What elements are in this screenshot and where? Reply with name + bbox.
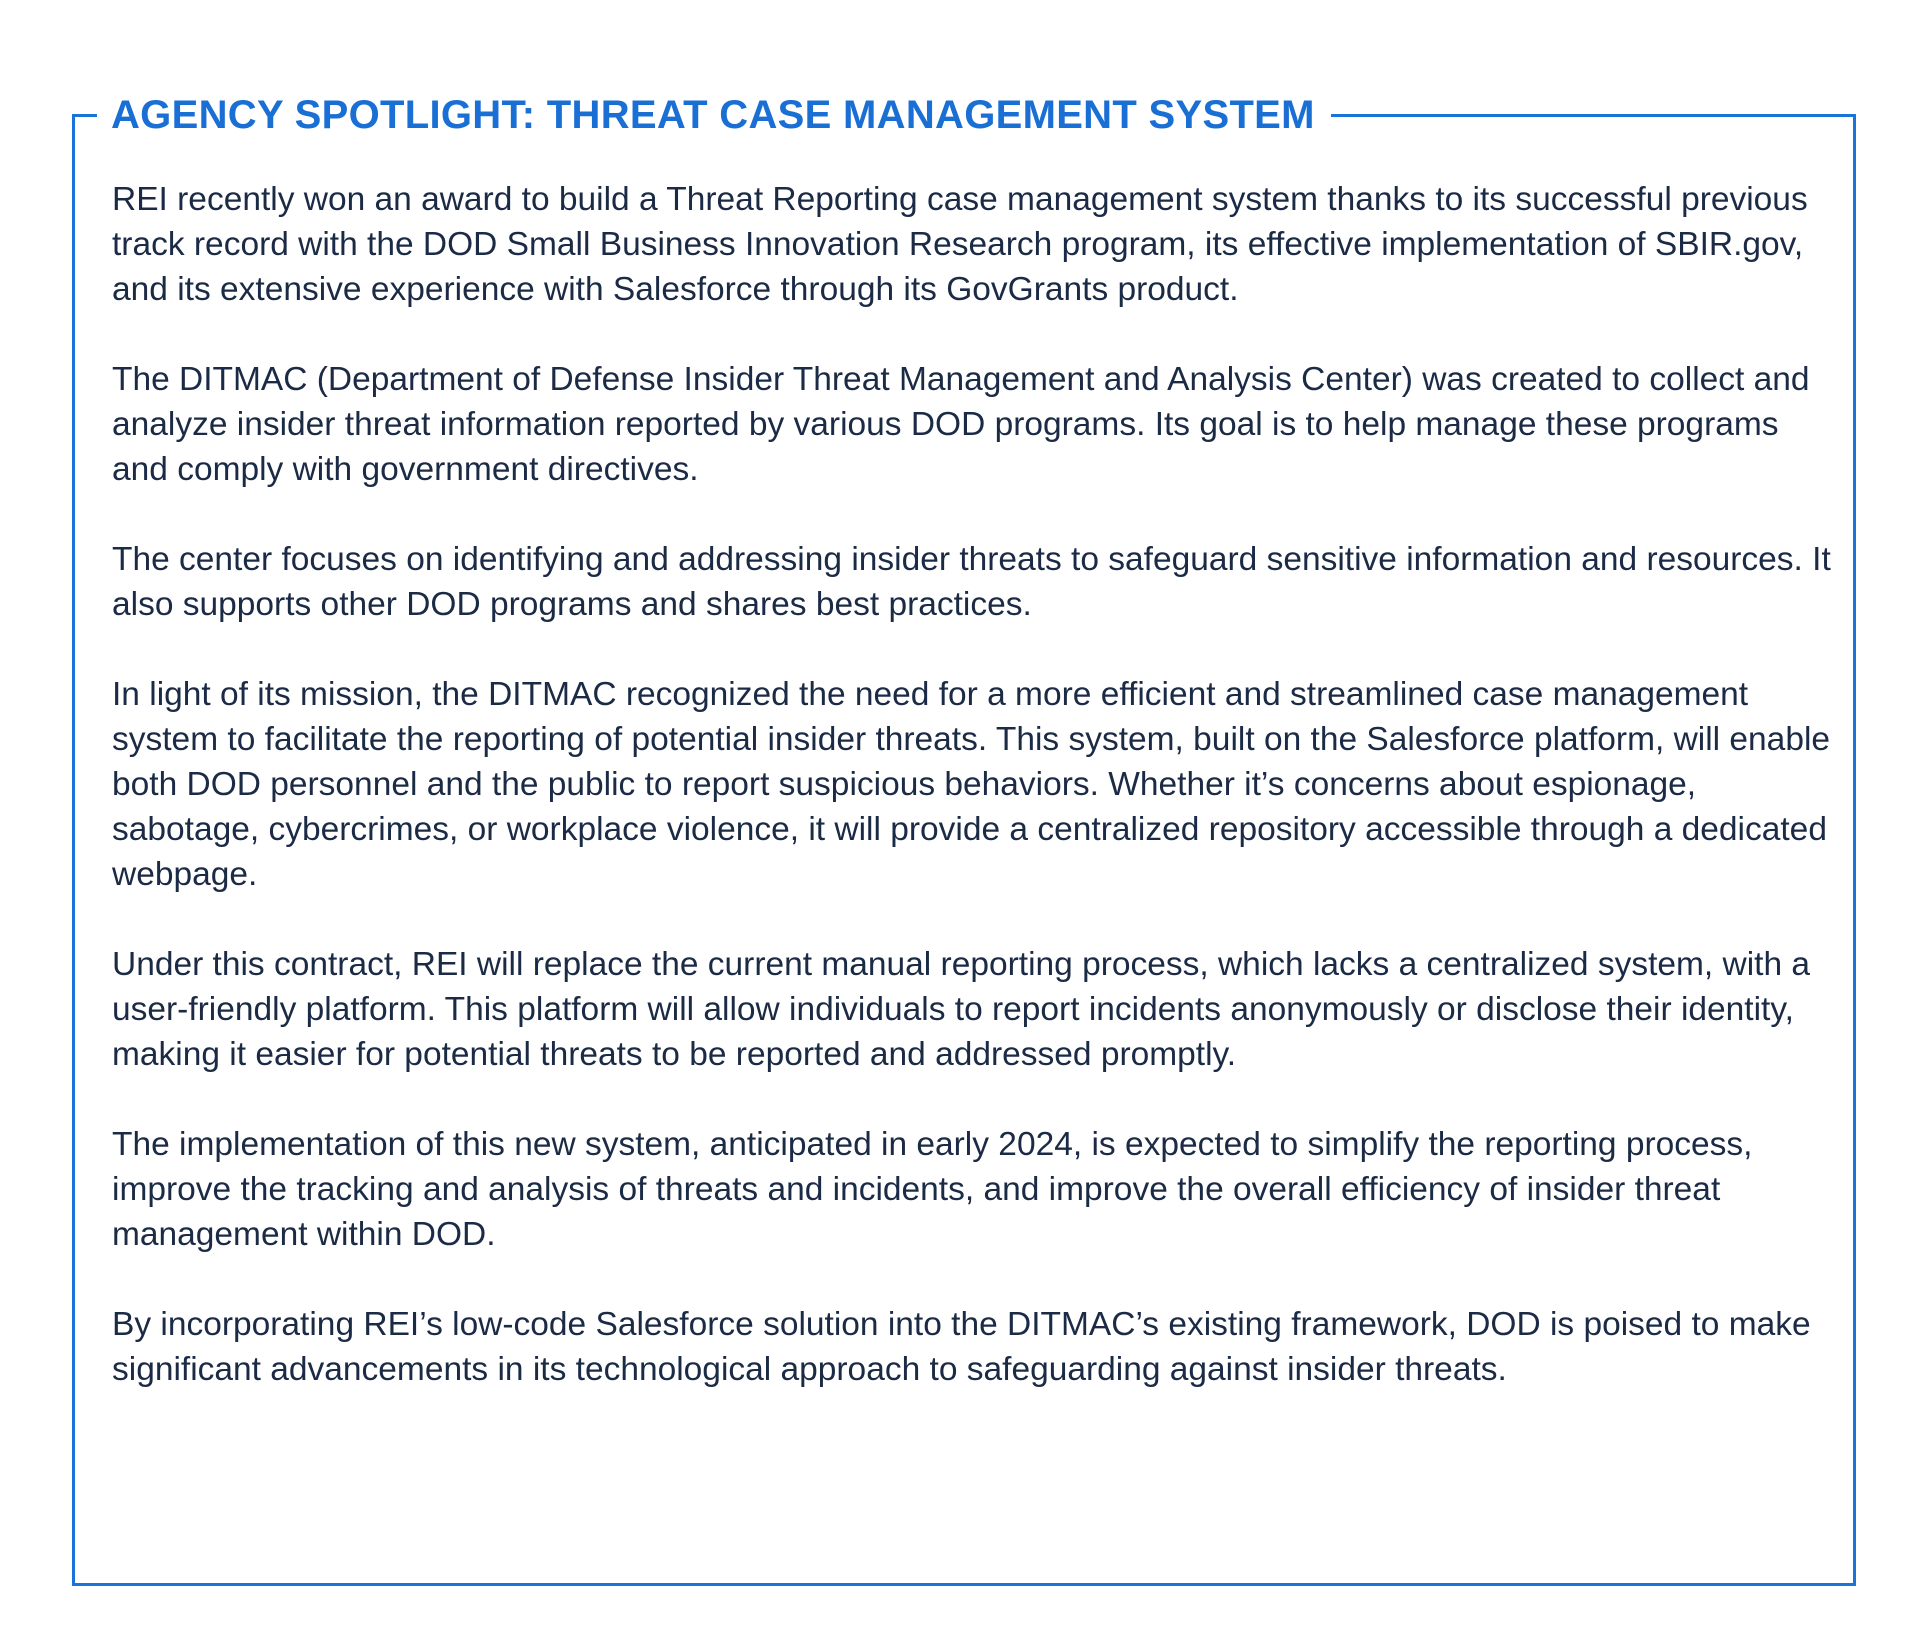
spotlight-title: AGENCY SPOTLIGHT: THREAT CASE MANAGEMENT SYSTEM xyxy=(97,85,1331,145)
paragraph-implementation: The implementation of this new system, anticipated in early 2024, is expected to simplify the reporting process, improve the tracking and analysis of threats and incidents, and improve the overall efficiency of insider threat management within DOD. xyxy=(112,1126,1753,1253)
paragraph-award: REI recently won an award to build a Threat Reporting case management system thanks to its successful previous track record with the DOD Small Business Innovation Research program, its effective implementation of SBIR.gov, and its extensive experience with Salesforce through its GovGrants product. xyxy=(112,181,1808,308)
spotlight-body xyxy=(112,177,1832,1392)
paragraph-contract: Under this contract, REI will replace the current manual reporting process, which lacks a centralized system, with a user-friendly platform. This platform will allow individuals to report incidents anonymously or disclose their identity, making it easier for potential threats to be reported and addressed promptly. xyxy=(112,946,1811,1073)
agency-spotlight-box xyxy=(72,93,1856,1586)
paragraph-conclusion: By incorporating REI’s low-code Salesforce solution into the DITMAC’s existing framework, DOD is poised to make significant advancements in its technological approach to safeguarding against insider threats. xyxy=(112,1306,1811,1388)
paragraph-ditmac-intro: The DITMAC (Department of Defense Insider Threat Management and Analysis Center) was created to collect and analyze insider threat information reported by various DOD programs. Its goal is to help manage these programs and comply with government directives. xyxy=(112,361,1810,488)
paragraph-center-focus: The center focuses on identifying and addressing insider threats to safeguard sensitive information and resources. It also supports other DOD programs and shares best practices. xyxy=(112,541,1831,623)
paragraph-mission: In light of its mission, the DITMAC recognized the need for a more efficient and streamlined case management system to facilitate the reporting of potential insider threats. This system, built on the Salesforce platform, will enable both DOD personnel and the public to report suspicious behaviors. Whether it’s concerns about espionage, sabotage, cybercrimes, or workplace violence, it will provide a centralized repository accessible through a dedicated webpage. xyxy=(112,676,1831,893)
